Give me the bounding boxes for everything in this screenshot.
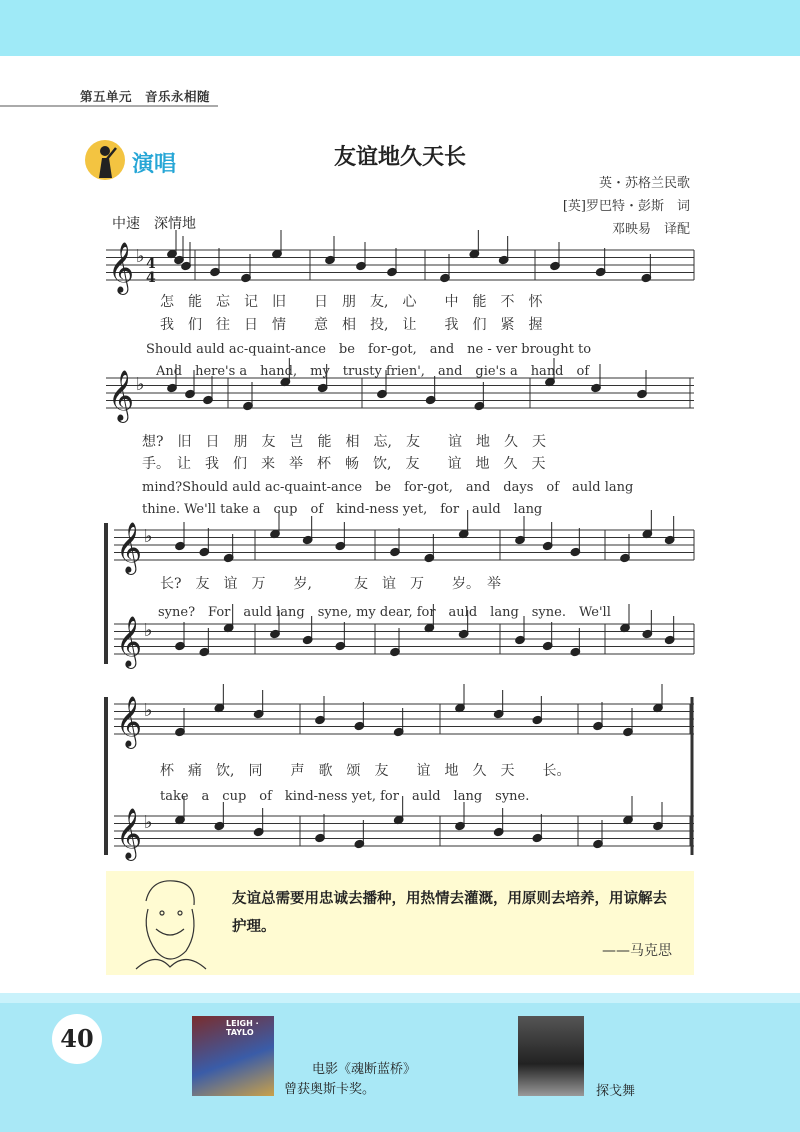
song-title: 友谊地久天长 (333, 145, 466, 170)
song-translator: 邓映易 译配 (611, 222, 690, 237)
caption-movie-line1: 电影《魂断蓝桥》 (312, 1062, 417, 1077)
lyric-line-4-cn1: 杯 痛 饮, 同 声 歌 颂 友 谊 地 久 天 长。 (160, 763, 571, 779)
song-origin: 英・苏格兰民歌 (598, 176, 690, 191)
caption-tango: 探戈舞 (596, 1084, 636, 1099)
lyric-line-2-cn1: 想? 旧 日 朋 友 岂 能 相 忘, 友 谊 地 久 天 (142, 434, 546, 450)
flat-sign-icon: ♭ (144, 812, 153, 833)
flat-sign-icon: ♭ (144, 526, 153, 547)
flat-sign-icon: ♭ (136, 374, 145, 395)
flat-sign-icon: ♭ (136, 246, 145, 267)
unit-header: 第五单元 音乐永相随 (80, 89, 211, 104)
lyric-line-1-en2: And here's a hand, my trusty frien', and gie's a hand of (156, 364, 590, 379)
lyric-line-4-en1: take a cup of kind-ness yet, for auld lang syne. (160, 789, 530, 804)
treble-clef-icon: 𝄞 (108, 370, 135, 421)
lyric-line-1-cn2: 我 们 往 日 情 意 相 投, 让 我 们 紧 握 (160, 317, 543, 333)
time-signature-4-4: 4 (146, 256, 156, 272)
lyric-line-1-cn1: 怎 能 忘 记 旧 日 朋 友, 心 中 能 不 怀 (160, 294, 543, 310)
lyric-line-2-en2: thine. We'll take a cup of kind-ness yet, for auld lang (142, 502, 543, 517)
time-signature-4-4: 4 (146, 270, 156, 286)
flat-sign-icon: ♭ (144, 620, 153, 641)
quote-text: 友谊总需要用忠诚去播种，用热情去灌溉，用原则去培养，用谅解去护理。 (232, 891, 667, 935)
tango-photo (518, 1016, 584, 1096)
movie-poster-photo (192, 1016, 274, 1096)
treble-clef-icon: 𝄞 (116, 616, 143, 667)
page-number: 40 (52, 1014, 102, 1064)
quote-author: ——马克思 (602, 943, 672, 959)
section-label: 演唱 (132, 151, 177, 177)
treble-clef-icon: 𝄞 (108, 242, 135, 293)
treble-clef-icon: 𝄞 (116, 808, 143, 859)
treble-clef-icon: 𝄞 (116, 522, 143, 573)
lyric-line-3-cn1: 长? 友 谊 万 岁, 友 谊 万 岁。 举 (160, 576, 501, 592)
lyric-line-2-cn2: 手。 让 我 们 来 举 杯 畅 饮, 友 谊 地 久 天 (142, 456, 546, 472)
marx-portrait-sketch (106, 871, 226, 971)
caption-movie-line2: 曾获奥斯卡奖。 (284, 1082, 376, 1097)
treble-clef-icon: 𝄞 (116, 696, 143, 747)
lyric-line-2-en1: mind?Should auld ac-quaint-ance be for-got, and days of auld lang (142, 480, 634, 495)
song-lyricist: [英]罗巴特・彭斯 词 (562, 199, 690, 214)
poster-text: LEIGH · TAYLO (226, 1019, 259, 1037)
lyric-line-3-en1: syne? For auld lang syne, my dear, for auld lang syne. We'll (158, 605, 611, 620)
tempo-marking: 中速 深情地 (112, 216, 196, 232)
flat-sign-icon: ♭ (144, 700, 153, 721)
lyric-line-1-en1: Should auld ac-quaint-ance be for-got, and ne - ver brought to (146, 342, 592, 357)
